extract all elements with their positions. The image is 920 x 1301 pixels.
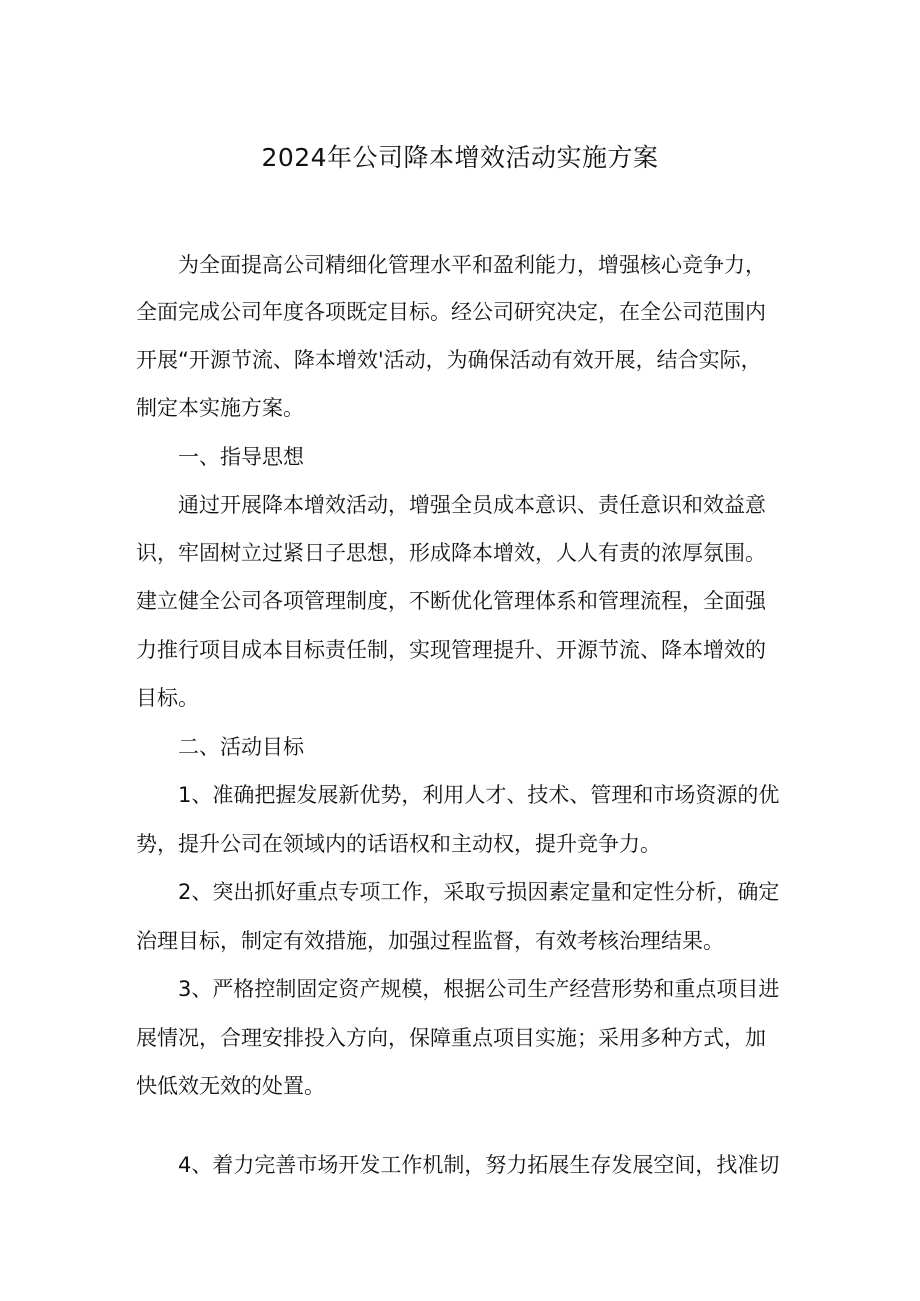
goal-item-line: 1、准确把握发展新优势，利用人才、技术、管理和市场资源的优: [178, 783, 780, 807]
paragraph-line: 力推行项目成本目标责任制，实现管理提升、开源节流、降本增效的: [136, 638, 766, 662]
paragraph-line: 通过开展降本增效活动，增强全员成本意识、责任意识和效益意: [178, 493, 766, 517]
paragraph-line: 识，牢固树立过紧日子思想，形成降本增效，人人有责的浓厚氛围。: [136, 541, 766, 565]
intro-line: 为全面提高公司精细化管理水平和盈利能力，增强核心竞争力，: [178, 253, 766, 277]
intro-line: 制定本实施方案。: [136, 396, 304, 420]
goal-item-line: 快低效无效的处置。: [136, 1074, 325, 1098]
paragraph-line: 建立健全公司各项管理制度，不断优化管理体系和管理流程，全面强: [136, 589, 766, 613]
goal-item-line: 展情况，合理安排投入方向，保障重点项目实施；采用多种方式，加: [136, 1026, 766, 1050]
goal-item-line: 治理目标，制定有效措施，加强过程监督，有效考核治理结果。: [136, 929, 724, 953]
intro-line: 开展“开源节流、降本增效'活动，为确保活动有效开展，结合实际，: [136, 348, 762, 372]
goal-item-line: 势，提升公司在领域内的话语权和主动权，提升竞争力。: [136, 832, 661, 856]
goal-item-line: 2、突出抓好重点专项工作，采取亏损因素定量和定性分析，确定: [178, 880, 780, 904]
section-heading: 一、指导思想: [178, 445, 304, 469]
section-heading: 二、活动目标: [178, 735, 304, 759]
intro-line: 全面完成公司年度各项既定目标。经公司研究决定，在全公司范围内: [136, 300, 766, 324]
goal-item-line: 4、着力完善市场开发工作机制，努力拓展生存发展空间，找准切: [178, 1153, 780, 1177]
goal-item-line: 3、严格控制固定资产规模，根据公司生产经营形势和重点项目进: [178, 977, 780, 1001]
document-title: 2024年公司降本增效活动实施方案: [261, 143, 659, 172]
paragraph-line: 目标。: [136, 686, 199, 710]
